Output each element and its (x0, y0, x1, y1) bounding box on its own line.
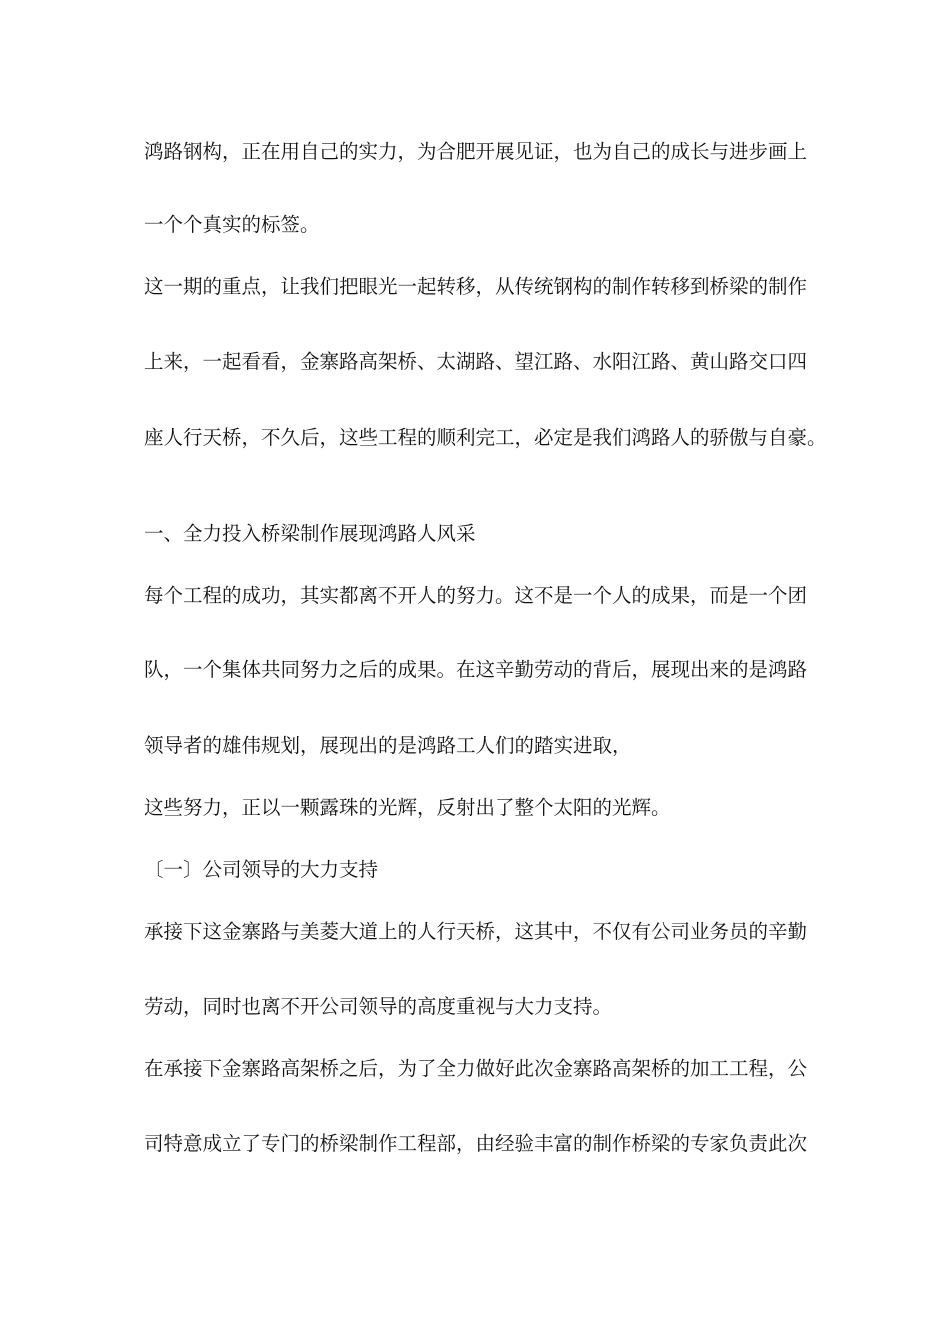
text-line: 上来，一起看看，金寨路高架桥、太湖路、望江路、水阳江路、黄山路交口四 (144, 350, 808, 373)
text-line: 一个个真实的标签。 (144, 213, 320, 236)
text-line: 领导者的雄伟规划，展现出的是鸿路工人们的踏实进取， (144, 734, 632, 757)
subsection-heading: 〔一〕公司领导的大力支持 (144, 858, 379, 881)
section-heading: 一、全力投入桥梁制作展现鸿路人风采 (144, 522, 476, 545)
text-line: 队，一个集体共同努力之后的成果。在这辛勤劳动的背后，展现出来的是鸿路 (144, 658, 808, 681)
text-line: 这一期的重点，让我们把眼光一起转移，从传统钢构的制作转移到桥梁的制作 (144, 275, 808, 298)
text-line: 司特意成立了专门的桥梁制作工程部，由经验丰富的制作桥梁的专家负责此次 (144, 1132, 808, 1155)
text-line: 劳动，同时也离不开公司领导的高度重视与大力支持。 (144, 995, 613, 1018)
text-line: 在承接下金寨路高架桥之后，为了全力做好此次金寨路高架桥的加工工程，公 (144, 1057, 808, 1080)
text-line: 每个工程的成功，其实都离不开人的努力。这不是一个人的成果，而是一个团 (144, 584, 808, 607)
text-line: 座人行天桥，不久后，这些工程的顺利完工，必定是我们鸿路人的骄傲与自豪。 (144, 426, 827, 449)
text-line: 承接下这金寨路与美菱大道上的人行天桥，这其中，不仅有公司业务员的辛勤 (144, 920, 808, 943)
text-line: 鸿路钢构，正在用自己的实力，为合肥开展见证，也为自己的成长与进步画上 (144, 140, 808, 163)
text-line: 这些努力，正以一颗露珠的光辉，反射出了整个太阳的光辉。 (144, 796, 671, 819)
